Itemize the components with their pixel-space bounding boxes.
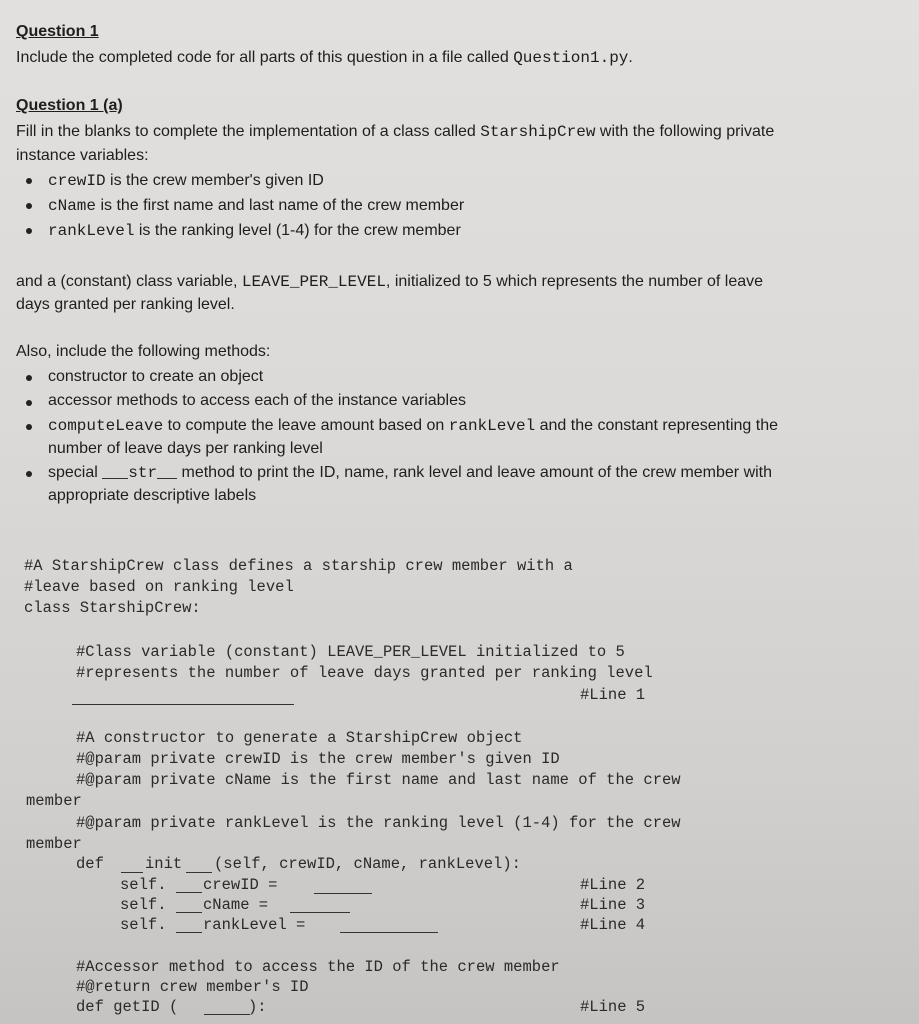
line1-prefix: Fill in the blanks to complete the implementation of a class called [16, 123, 481, 140]
field-cname: cName = [203, 896, 269, 914]
field-underscore [176, 892, 202, 893]
line-4-label: #Line 4 [580, 916, 646, 934]
method-code2: rankLevel [448, 417, 536, 435]
var-crewid [48, 171, 324, 191]
self-prefix: self. [120, 876, 167, 894]
var-code: rankLevel [48, 222, 135, 240]
method-str [48, 463, 772, 483]
code-comment-wrap: member [26, 792, 82, 810]
line-1-label: #Line 1 [580, 686, 646, 704]
self-prefix: self. [120, 896, 167, 914]
const-line1 [16, 272, 763, 292]
part-a-heading: Question 1 (a) [16, 97, 123, 114]
line-2-label: #Line 2 [580, 876, 646, 894]
bullet-icon [26, 471, 32, 477]
dunder-left [121, 872, 143, 873]
code-comment: #A constructor to generate a StarshipCrew object [76, 729, 523, 747]
method-str-line2: appropriate descriptive labels [48, 487, 257, 504]
code-comment: #@param private crewID is the crew member's given ID [76, 750, 560, 768]
bullet-icon [26, 178, 32, 184]
code-comment: #Class variable (constant) LEAVE_PER_LEVEL initialized to 5 [76, 643, 625, 661]
part-a-line1 [16, 122, 774, 142]
getid-end: ): [248, 998, 267, 1016]
intro-filename: Question1.py [513, 49, 629, 67]
field-crewid: crewID = [203, 876, 278, 894]
var-text: is the crew member's given ID [105, 172, 324, 189]
intro-text: Include the completed code for all parts of this question in a file called [16, 49, 514, 66]
const-prefix: and a (constant) class variable, [16, 273, 242, 290]
code-comment: #A StarshipCrew class defines a starship crew member with a [24, 557, 573, 575]
var-text: is the ranking level (1-4) for the crew member [134, 222, 461, 239]
blank-line-5[interactable] [204, 1014, 250, 1015]
bullet-icon [26, 375, 32, 381]
var-code: cName [48, 197, 97, 215]
code-comment: #leave based on ranking level [24, 578, 294, 596]
methods-intro: Also, include the following methods: [16, 343, 271, 360]
const-suffix: , initialized to 5 which represents the number of leave [385, 273, 764, 290]
line-5-label: #Line 5 [580, 998, 646, 1016]
code-comment: #represents the number of leave days granted per ranking level [76, 664, 653, 682]
line-3-label: #Line 3 [580, 896, 646, 914]
method-computeleave-line2: number of leave days per ranking level [48, 440, 323, 457]
intro-suffix: . [628, 49, 633, 66]
line1-suffix: with the following private [595, 123, 775, 140]
var-ranklevel [48, 221, 461, 241]
code-comment: #@return crew member's ID [76, 978, 309, 996]
init-name: init [145, 855, 183, 873]
field-underscore [176, 912, 202, 913]
blank-line-3[interactable] [290, 912, 350, 913]
const-line2: days granted per ranking level. [16, 296, 235, 313]
const-name: LEAVE_PER_LEVEL [241, 273, 386, 291]
field-underscore [176, 932, 202, 933]
bullet-icon [26, 228, 32, 234]
bullet-icon [26, 424, 32, 430]
line1-class-name: StarshipCrew [480, 123, 596, 141]
method-str-prefix: special [48, 464, 103, 481]
code-init-def [76, 854, 104, 874]
question-intro [16, 48, 633, 68]
code-class-def: class StarshipCrew: [24, 599, 201, 617]
bullet-icon [26, 400, 32, 406]
method-computeleave [48, 416, 778, 436]
field-ranklevel: rankLevel = [203, 916, 306, 934]
getid-def: def getID ( [76, 998, 179, 1016]
bullet-icon [26, 203, 32, 209]
part-a-line2: instance variables: [16, 147, 149, 164]
method-str-code: str [128, 464, 158, 482]
self-prefix: self. [120, 916, 167, 934]
method-suffix: and the constant representing the [535, 417, 779, 434]
def-keyword: def [76, 855, 104, 873]
method-str-suffix: method to print the ID, name, rank level and leave amount of the crew member with [177, 464, 773, 481]
init-params: (self, crewID, cName, rankLevel): [214, 855, 521, 873]
code-comment: #@param private rankLevel is the ranking level (1-4) for the crew [76, 814, 681, 832]
method-text: to compute the leave amount based on [163, 417, 449, 434]
method-accessors: accessor methods to access each of the instance variables [48, 392, 466, 409]
blank-line-2[interactable] [314, 893, 372, 894]
var-text: is the first name and last name of the crew member [96, 197, 465, 214]
blank-line-4[interactable] [340, 932, 438, 933]
method-code: computeLeave [48, 417, 164, 435]
code-comment-wrap: member [26, 835, 82, 853]
code-comment: #Accessor method to access the ID of the crew member [76, 958, 560, 976]
code-comment: #@param private cName is the first name and last name of the crew [76, 771, 681, 789]
var-cname [48, 196, 464, 216]
method-constructor: constructor to create an object [48, 368, 264, 385]
dunder-right [186, 872, 212, 873]
question-heading: Question 1 [16, 23, 99, 40]
blank-line-1[interactable] [72, 704, 294, 705]
var-code: crewID [48, 172, 106, 190]
